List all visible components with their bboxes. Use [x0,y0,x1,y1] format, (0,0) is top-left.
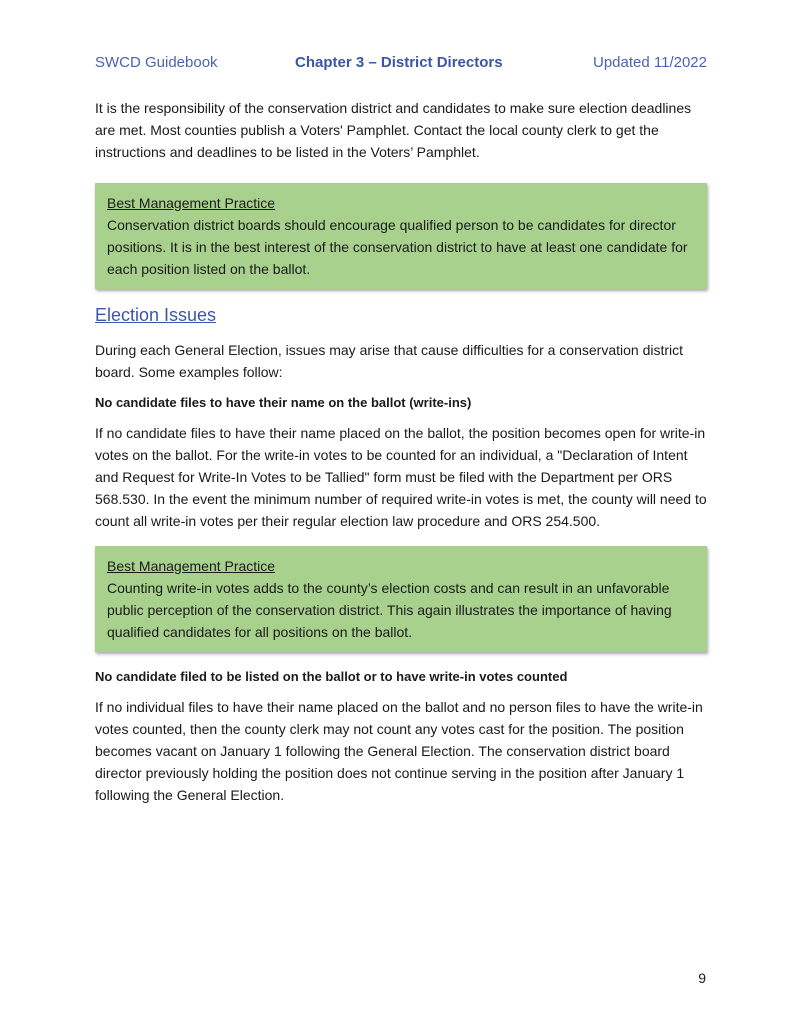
best-practice-title: Best Management Practice [107,195,276,211]
section-heading-election-issues: Election Issues [95,305,217,325]
header-updated-date: Updated 11/2022 [593,54,707,71]
best-practice-title: Best Management Practice [107,558,276,574]
subsection-paragraph-no-candidate: If no individual files to have their name placed on the ballot and no person files to have the write-in votes counted, then the county clerk may not count any votes cast for the position. The position becomes vacant on January 1 following the General Election. The conservation district board director previously holding the position does not continue serving in the position after January 1 following the General Election. [95,699,703,803]
subsection-heading-write-ins: No candidate files to have their name on the ballot (write-ins) [95,395,472,410]
page-number: 9 [698,970,706,986]
best-practice-box-1 [95,183,707,289]
page-content [95,97,707,815]
page-header [95,54,707,74]
header-guidebook-title: SWCD Guidebook [95,54,218,71]
subsection-heading-no-candidate: No candidate filed to be listed on the ballot or to have write-in votes counted [95,669,568,684]
best-practice-text: Conservation district boards should encourage qualified person to be candidates for director positions. It is in the best interest of the conservation district to have at least one candidate for each position listed on the ballot. [107,217,688,277]
best-practice-box-2 [95,546,707,652]
intro-paragraph: It is the responsibility of the conservation district and candidates to make sure election deadlines are met. Most counties publish a Voters' Pamphlet. Contact the local county clerk to get the instructions and deadlines to be listed in the Voters’ Pamphlet. [95,100,692,160]
subsection-paragraph-write-ins: If no candidate files to have their name placed on the ballot, the position becomes open for write-in votes on the ballot. For the write-in votes to be counted for an individual, a "Declaration of Intent and Request for Write-In Votes to be Tallied" form must be filed with the Department per ORS 568.530. In the event the minimum number of required write-in votes is met, the county will need to count all write-in votes per their regular election law procedure and ORS 254.500. [95,425,707,529]
section-intro-paragraph: During each General Election, issues may arise that cause difficulties for a conservation district board. Some examples follow: [95,342,684,380]
best-practice-text: Counting write-in votes adds to the county’s election costs and can result in an unfavorable public perception of the conservation district. This again illustrates the importance of having qualified candidates for all positions on the ballot. [107,580,672,640]
header-chapter-title: Chapter 3 – District Directors [295,54,503,71]
